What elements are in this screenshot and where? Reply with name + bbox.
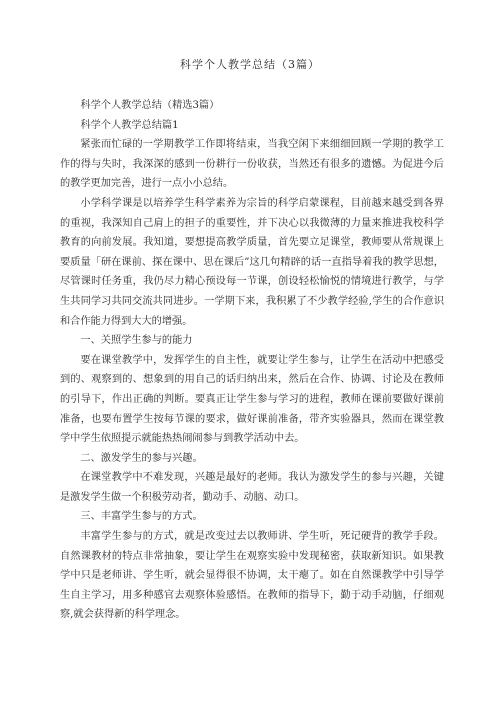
section-heading-paragraph: 三、丰富学生参与的方式。 bbox=[80, 511, 203, 523]
body-paragraph: 紧张而忙碌的一学期教学工作即将结束，当我空闲下来细细回顾一学期的教学工作的得与失时，我深深的感到一份耕行一份收获，当然还有很多的遗憾。为促进今后的教学更加完善，进行一点小小总结。 bbox=[60, 139, 444, 190]
section-heading-paragraph: 一、关照学生参与的能力 bbox=[80, 335, 193, 347]
body-paragraph: 在课堂教学中不难发现，兴趣是最好的老师。我认为激发学生的参与兴趣，关键是激发学生做一个积极劳动者，勤动手、动脑、动口。 bbox=[60, 472, 444, 503]
section-heading-paragraph: 二、激发学生的参与兴趣。 bbox=[80, 452, 203, 464]
section-heading-paragraph: 科学个人教学总结篇1 bbox=[80, 119, 179, 131]
document-title: 科学个人教学总结（3篇） bbox=[180, 58, 320, 71]
subtitle-paragraph: 科学个人教学总结（精选3篇） bbox=[80, 100, 220, 111]
body-paragraph: 要在课堂教学中，发挥学生的自主性，就要让学生参与，让学生在活动中把感受到的、观察到的、想象到的用自己的话归纳出来，然后在合作、协调、讨论及在教师的引导下，作出正确的判断。要真正让学生参与学习的进程，教师在课前要做好课前准备，也要布置学生按每节课的要求，做好课前准备，带齐实验器具，然而在课堂教学中学生依照提示就能热热闹闹参与到教学活动中去。 bbox=[60, 354, 444, 445]
body-paragraph: 丰富学生参与的方式，就是改变过去以教师讲、学生听，死记硬背的教学手段。自然课教材的特点非常抽象，要让学生在观察实验中发现秘密，获取新知识。如果教学中只是老师讲、学生听，就会显得很不协调，太干瘪了。如在自然课教学中引导学生自主学习，用多种感官去观察体验感悟。在教师的指导下，勤于动手动脑，仔细观察,就会获得新的科学理念。 bbox=[60, 531, 444, 621]
body-paragraph: 小学科学课是以培养学生科学素养为宗旨的科学启蒙课程，目前越来越受到各界的重视，我深知自己肩上的担子的重要性，并下决心以我微薄的力量来推进我校科学教育的向前发展。我知道，要想提高教学质量，首先要立足课堂，教师要从常规课上要质量「研在课前、探在课中、思在课后”这几句精辟的话一直指导着我的教学思想，尽管课时任务重，我仍尽力精心预设每一节课，创设轻松愉悦的情境进行教学，与学生共同学习共同交流共同进步。一学期下来，我积累了不少教学经验,学生的合作意识和合作能力得到大大的增强。 bbox=[60, 197, 444, 327]
document-body bbox=[60, 96, 444, 625]
